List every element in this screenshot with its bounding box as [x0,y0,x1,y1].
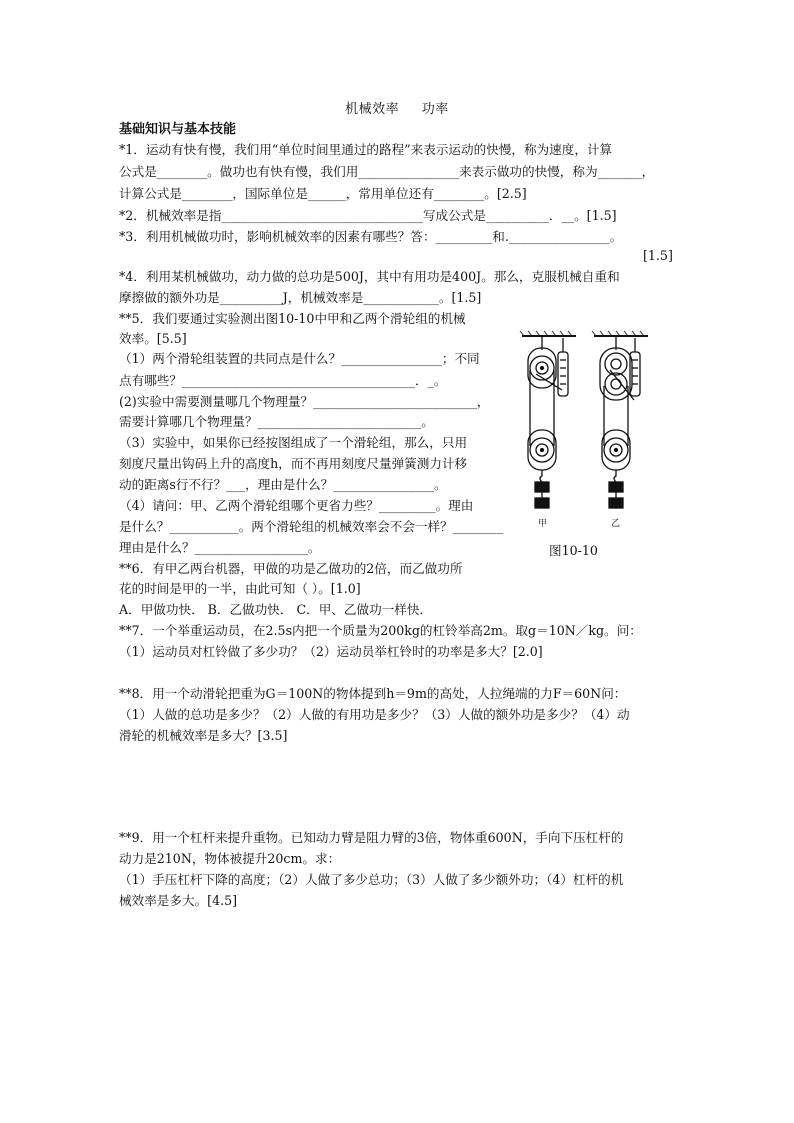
text-line: （4）请问：甲、乙两个滑轮组哪个更省力些？_________。理由 [119,498,474,513]
text-line: 花的时间是甲的一半，由此可知（ ）。[1.0] [119,581,361,596]
page-title: 机械效率 功率 [345,102,449,117]
text-line: *1．运动有快有慢，我们用“单位时间里通过的路程”来表示运动的快慢，称为速度，计算 [119,142,613,157]
text-line: 动力是210N，物体被提升20cm。求： [119,851,341,866]
pulley-figure [514,330,664,560]
text-line: 摩擦做的额外功是__________J，机械效率是____________。[1.5] [119,290,482,305]
text-line: （1）人做的总功是多少？（2）人做的有用功是多少？（3）人做的额外功是多少？（4）动 [119,707,630,722]
text-line: *2．机械效率是指________________________________写成公式是__________．__。[1.5] [119,208,617,223]
text-line: 需要计算哪几个物理量？__________________________。 [119,414,434,429]
text-line: **6．有甲乙两台机器，甲做的功是乙做功的2倍，而乙做功所 [119,561,463,576]
text-line: **8．用一个动滑轮把重为G＝100N的物体提到h＝9m的高处，人拉绳端的力F＝60N问： [119,686,627,701]
text-line: 点有哪些？_____________________________________．_。 [119,373,447,388]
text-line: 理由是什么？__________________。 [119,540,321,555]
text-line: 刻度尺量出钩码上升的高度h，而不再用刻度尺量弹簧测力计移 [119,456,468,471]
text-line: 滑轮的机械效率是多大？[3.5] [119,728,288,743]
text-line: **5．我们要通过实验测出图10-10中甲和乙两个滑轮组的机械 [119,311,466,326]
section-heading: 基础知识与基本技能 [119,122,237,137]
text-line: **7．一个举重运动员，在2.5s内把一个质量为200kg的杠铃举高2m。取g＝10N／kg。问： [119,623,642,638]
figure-caption: 图10-10 [549,543,598,558]
text-line: 公式是________。做功也有快有慢，我们用________________来表示做功的快慢，称为_______， [119,164,655,179]
text-line: [1.5] [643,248,673,263]
text-line: 效率。[5.5] [119,331,187,346]
text-line: （1）两个滑轮组装置的共同点是什么？________________；不同 [119,351,480,366]
text-line: *3．利用机械做功时，影响机械效率的因素有哪些？答：_________和.________________。 [119,229,623,244]
text-line: 计算公式是________，国际单位是______，常用单位还有________。[2.5] [119,186,527,201]
text-line: *4．利用某机械做功，动力做的总功是500J，其中有用功是400J。那么，克服机械自重和 [119,269,620,284]
text-line: （3）实验中，如果你已经按图组成了一个滑轮组，那么，只用 [119,435,468,450]
text-line: （1）手压杠杆下降的高度；（2）人做了多少总功；（3）人做了多少额外功；（4）杠杆的机 [119,872,624,887]
text-line: (2)实验中需要测量哪几个物理量？__________________________， [119,394,490,409]
text-line: A．甲做功快． B．乙做功快． C．甲、乙做功一样快． [119,602,433,617]
text-line: 是什么？___________。两个滑轮组的机械效率会不会一样？________ [119,519,504,534]
figure-label-jia: 甲 [538,519,548,529]
text-line: **9．用一个杠杆来提升重物。已知动力臂是阻力臂的3倍，物体重600N，手向下压杠杆的 [119,830,624,845]
text-line: （1）运动员对杠铃做了多少功？（2）运动员举杠铃时的功率是多大？[2.0] [119,644,543,659]
text-line: 动的距离s行不行？___，理由是什么？________________。 [119,477,447,492]
text-line: 械效率是多大。[4.5] [119,893,238,908]
figure-label-yi: 乙 [611,519,621,529]
